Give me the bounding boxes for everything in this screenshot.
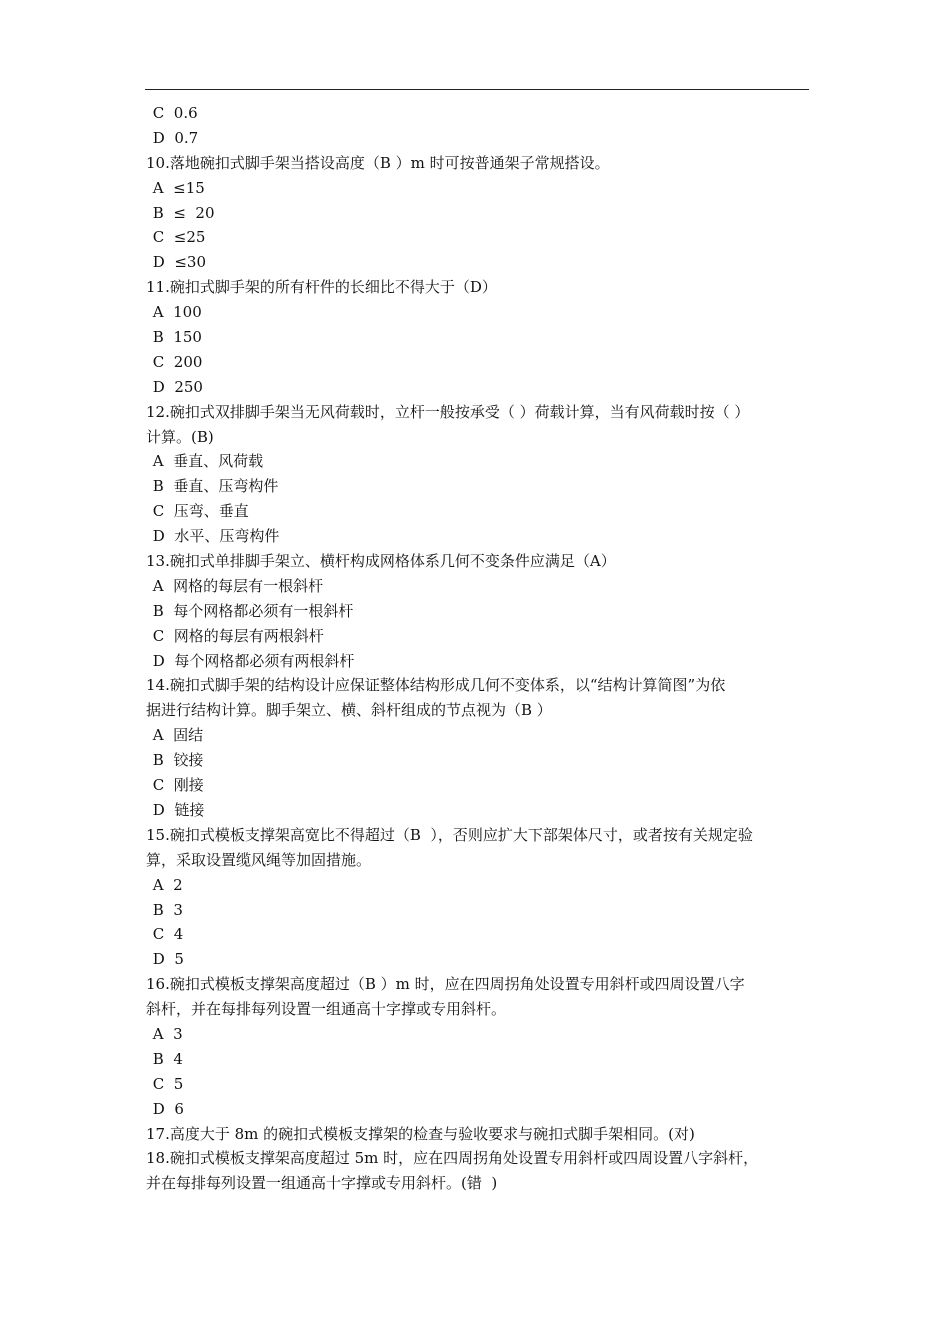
option-line: D 5 [148,950,184,969]
question-12: 12.碗扣式双排脚手架当无风荷载时，立杆一般按承受（ ）荷载计算，当有风荷载时按（ ） [146,402,750,421]
option-line: C 200 [148,352,203,371]
question-15-continued: 算，采取设置缆风绳等加固措施。 [146,850,372,869]
option-line: D 每个网格都必须有两根斜杆 [148,651,355,670]
question-12-continued: 计算。(B) [146,427,214,446]
question-16-continued: 斜杆，并在每排每列设置一组通高十字撑或专用斜杆。 [146,1000,507,1019]
option-line: D ≤30 [148,253,206,272]
option-line: D 链接 [148,800,205,819]
question-13: 13.碗扣式单排脚手架立、横杆构成网格体系几何不变条件应满足（A） [146,552,616,571]
option-line: A 3 [148,1024,183,1043]
option-line: B 每个网格都必须有一根斜杆 [148,601,354,620]
question-16: 16.碗扣式模板支撑架高度超过（B ）m 时，应在四周拐角处设置专用斜杆或四周设置八字 [146,975,745,994]
question-18-continued: 并在每排每列设置一组通高十字撑或专用斜杆。(错 ) [146,1174,498,1193]
question-11: 11.碗扣式脚手架的所有杆件的长细比不得大于（D） [146,278,497,297]
question-14: 14.碗扣式脚手架的结构设计应保证整体结构形成几何不变体系，以“结构计算简图”为依 [146,676,726,695]
document-body [146,101,810,1196]
option-line: C 5 [148,1074,184,1093]
option-line: D 0.7 [148,128,199,147]
option-line: C ≤25 [148,228,206,247]
option-line: A 2 [148,875,183,894]
option-line: A 网格的每层有一根斜杆 [148,576,324,595]
option-line: B ≤ 20 [148,203,215,222]
option-line: A 垂直、风荷载 [148,452,264,471]
option-line: D 水平、压弯构件 [148,527,280,546]
option-line: C 4 [148,925,184,944]
question-18: 18.碗扣式模板支撑架高度超过 5m 时，应在四周拐角处设置专用斜杆或四周设置八字斜杆， [146,1149,759,1168]
option-line: B 铰接 [148,751,204,770]
option-line: D 6 [148,1099,184,1118]
option-line: C 0.6 [148,104,198,122]
option-line: B 垂直、压弯构件 [148,477,279,496]
option-line: C 压弯、垂直 [148,502,249,521]
option-line: C 刚接 [148,776,204,795]
option-line: A ≤15 [148,178,205,197]
question-17: 17.高度大于 8m 的碗扣式模板支撑架的检查与验收要求与碗扣式脚手架相同。(对) [146,1124,695,1143]
option-line: A 100 [148,303,202,322]
option-line: D 250 [148,377,203,396]
option-line: B 3 [148,900,183,919]
option-line: C 网格的每层有两根斜杆 [148,626,324,645]
question-14-continued: 据进行结构计算。脚手架立、横、斜杆组成的节点视为（B ） [146,701,552,720]
question-10: 10.落地碗扣式脚手架当搭设高度（B ）m 时可按普通架子常规搭设。 [146,153,610,172]
option-line: B 4 [148,1049,183,1068]
question-15: 15.碗扣式模板支撑架高宽比不得超过（B ），否则应扩大下部架体尺寸，或者按有关规定验 [146,825,753,844]
option-line: A 固结 [148,726,204,745]
option-line: B 150 [148,328,202,347]
header-rule [145,89,809,90]
